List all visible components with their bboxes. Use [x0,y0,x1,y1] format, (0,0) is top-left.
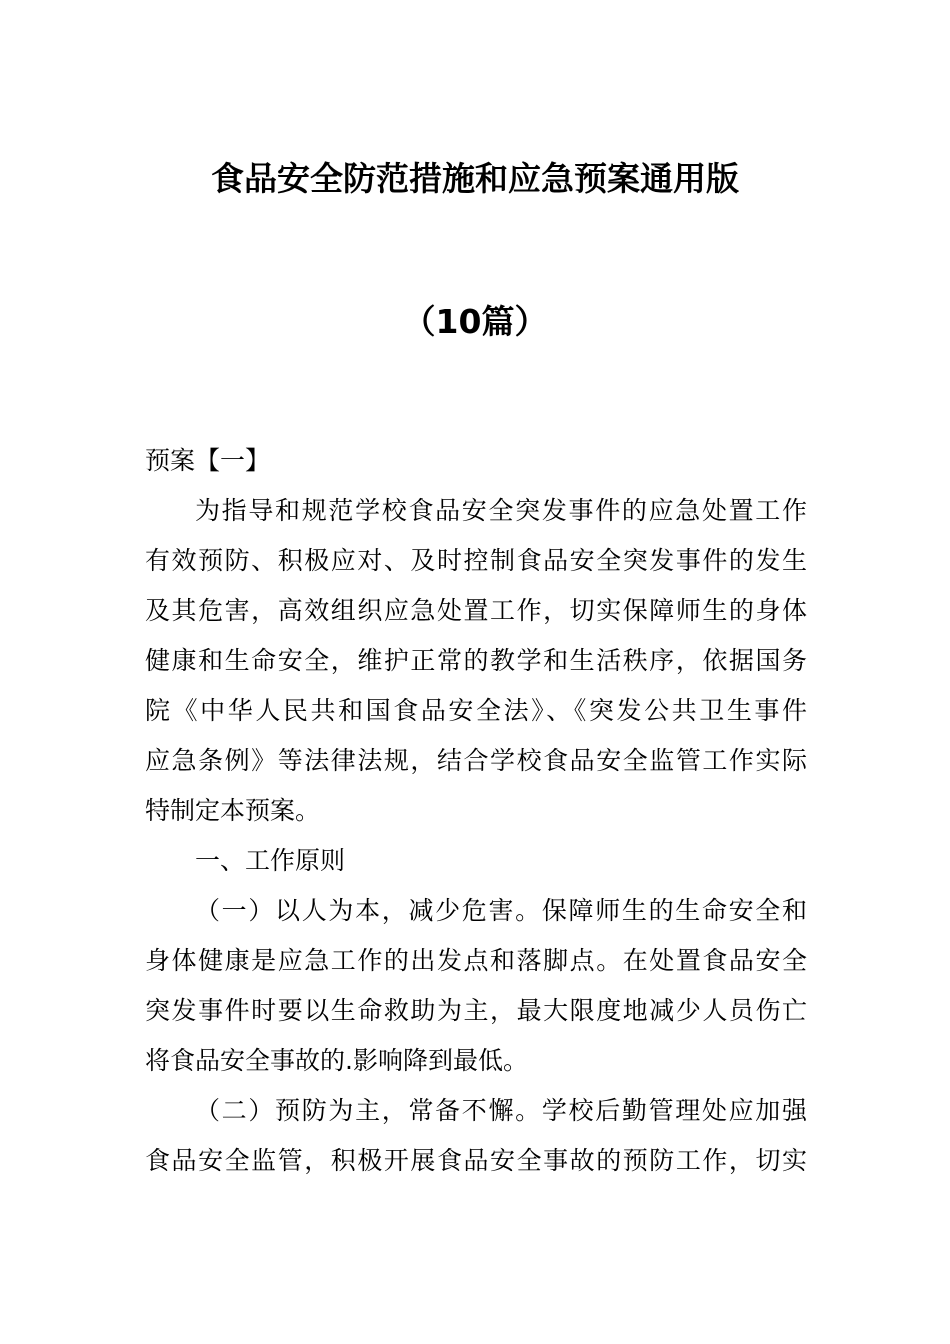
paragraph-line: 应急条例》等法律法规，结合学校食品安全监管工作实际 [145,746,807,775]
paragraph-line: 健康和生命安全，维护正常的教学和生活秩序，依据国务 [145,646,807,675]
document-title: 食品安全防范措施和应急预案通用版 [211,159,739,198]
paragraph-line: 为指导和规范学校食品安全突发事件的应急处置工作 [195,496,807,525]
section-heading: 预案【一】 [145,446,271,475]
paragraph-line: 突发事件时要以生命救助为主，最大限度地减少人员伤亡 [145,996,807,1025]
paragraph-line: 院《中华人民共和国食品安全法》、《突发公共卫生事件 [145,696,807,725]
document-subtitle: （10篇） [402,302,548,341]
paragraph-line: 食品安全监管，积极开展食品安全事故的预防工作，切实 [145,1146,807,1175]
paragraph-line: 特制定本预案。 [145,796,321,825]
paragraph-line: 及其危害，高效组织应急处置工作，切实保障师生的身体 [145,596,807,625]
paragraph-line: （二）预防为主，常备不懈。学校后勤管理处应加强 [195,1096,807,1125]
paragraph-line: （一）以人为本，减少危害。保障师生的生命安全和 [195,896,807,925]
paragraph-line: 将食品安全事故的.影响降到最低。 [145,1046,528,1075]
paragraph-line: 有效预防、积极应对、及时控制食品安全突发事件的发生 [145,546,807,575]
paragraph-line: 身体健康是应急工作的出发点和落脚点。在处置食品安全 [145,946,807,975]
section-subheading: 一、工作原则 [195,846,346,875]
